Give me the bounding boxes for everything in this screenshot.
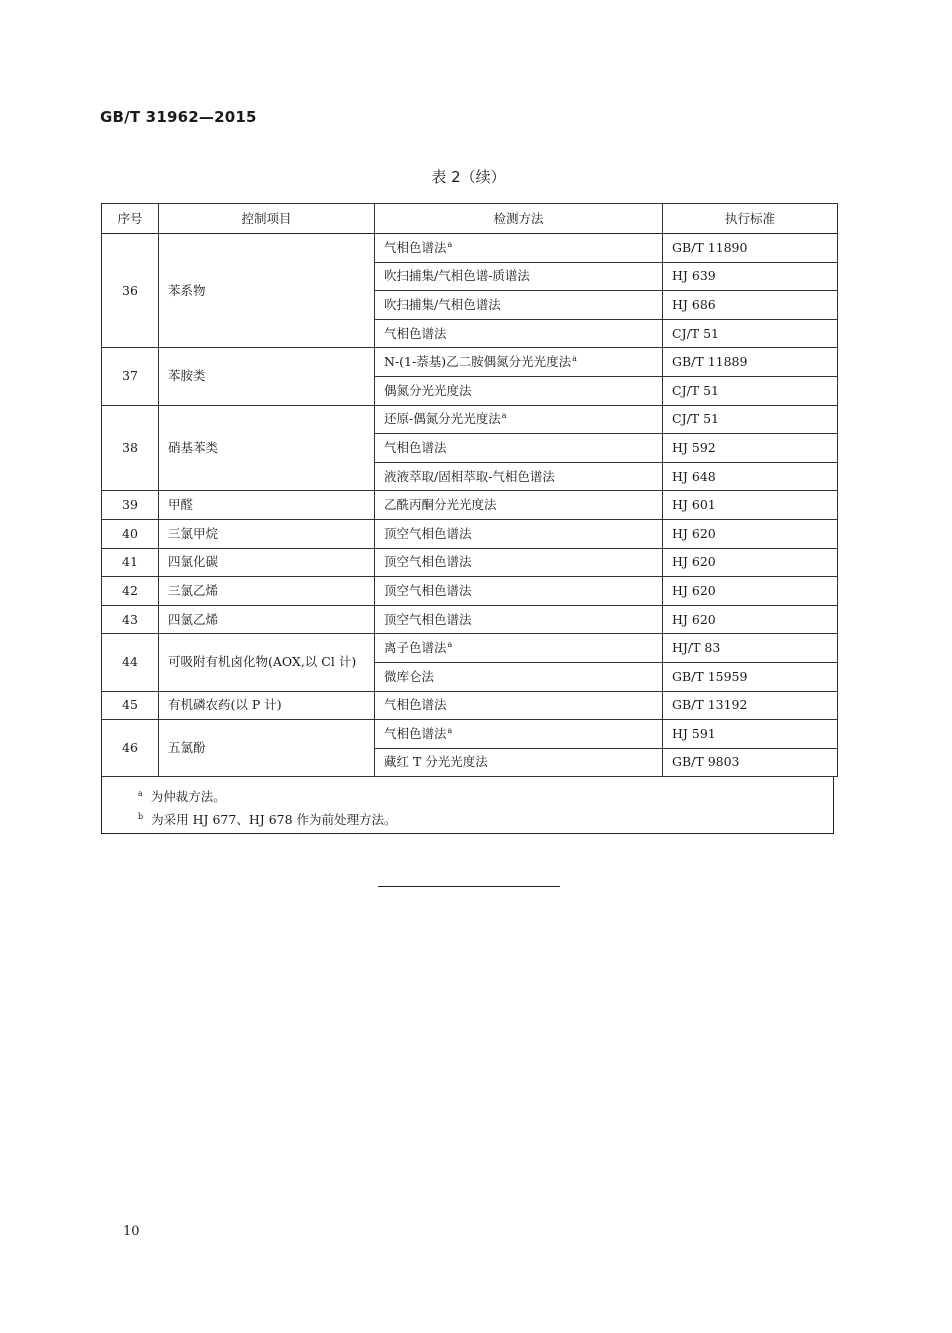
standard-cell: HJ 592 <box>663 434 838 463</box>
method-text: 气相色谱法 <box>384 697 447 713</box>
method-text: 气相色谱法 <box>384 439 447 455</box>
control-item: 四氯乙烯 <box>159 605 375 634</box>
control-item: 四氯化碳 <box>159 548 375 577</box>
method-text: 离子色谱法 <box>384 640 447 656</box>
table-row <box>102 634 838 663</box>
footnote-mark: a <box>572 354 577 364</box>
table-title: 表 2（续） <box>431 168 506 186</box>
method-cell <box>375 405 663 434</box>
method-text: 顶空气相色谱法 <box>384 582 472 598</box>
standard-cell: HJ 601 <box>663 491 838 520</box>
table-row <box>102 605 838 634</box>
method-cell <box>375 376 663 405</box>
footnote-mark: a <box>447 639 453 649</box>
method-cell <box>375 491 663 520</box>
standard-cell: HJ 686 <box>663 291 838 320</box>
footnote <box>138 785 833 808</box>
standard-cell: CJ/T 51 <box>663 376 838 405</box>
row-number: 37 <box>102 348 159 405</box>
standard-cell: HJ 639 <box>663 262 838 291</box>
method-cell <box>375 234 663 263</box>
control-item: 硝基苯类 <box>159 405 375 491</box>
row-number: 40 <box>102 519 159 548</box>
footnote-mark: a <box>447 725 453 735</box>
standard-cell: CJ/T 51 <box>663 405 838 434</box>
standard-cell: GB/T 15959 <box>663 662 838 691</box>
method-text: 乙酰丙酮分光光度法 <box>384 497 497 513</box>
table-row <box>102 548 838 577</box>
standard-code: GB/T 31962—2015 <box>100 108 257 126</box>
control-item: 有机磷农药(以 P 计) <box>159 691 375 720</box>
table-row <box>102 348 838 377</box>
row-number: 45 <box>102 691 159 720</box>
table-row <box>102 691 838 720</box>
row-number: 36 <box>102 234 159 348</box>
method-text: 气相色谱法 <box>384 325 447 341</box>
standard-cell: HJ 648 <box>663 462 838 491</box>
method-cell <box>375 291 663 320</box>
method-text: 液液萃取/固相萃取-气相色谱法 <box>384 468 555 484</box>
standard-cell: HJ/T 83 <box>663 634 838 663</box>
method-text: 顶空气相色谱法 <box>384 611 472 627</box>
table-notes <box>101 777 834 834</box>
method-cell <box>375 662 663 691</box>
row-number: 39 <box>102 491 159 520</box>
method-cell <box>375 605 663 634</box>
method-cell <box>375 748 663 777</box>
standard-cell: GB/T 11890 <box>663 234 838 263</box>
row-number: 46 <box>102 720 159 777</box>
table-row <box>102 234 838 263</box>
standard-cell: GB/T 9803 <box>663 748 838 777</box>
method-text: 吹扫捕集/气相色谱法 <box>384 296 501 312</box>
standard-cell: HJ 620 <box>663 519 838 548</box>
methods-table <box>101 203 838 777</box>
end-rule <box>378 886 560 887</box>
method-text: 气相色谱法 <box>384 725 447 741</box>
row-number: 42 <box>102 577 159 606</box>
standard-cell: HJ 620 <box>663 577 838 606</box>
control-item: 三氯甲烷 <box>159 519 375 548</box>
method-text: 还原-偶氮分光光度法 <box>384 411 501 427</box>
standard-cell: GB/T 11889 <box>663 348 838 377</box>
method-text: 微库仑法 <box>384 668 435 684</box>
method-text: 顶空气相色谱法 <box>384 525 472 541</box>
method-text: 藏红 T 分光光度法 <box>384 754 488 770</box>
standard-cell: GB/T 13192 <box>663 691 838 720</box>
method-cell <box>375 434 663 463</box>
method-cell <box>375 519 663 548</box>
method-cell <box>375 548 663 577</box>
standard-cell: HJ 620 <box>663 548 838 577</box>
control-item: 五氯酚 <box>159 720 375 777</box>
control-item: 三氯乙烯 <box>159 577 375 606</box>
row-number: 41 <box>102 548 159 577</box>
method-cell <box>375 319 663 348</box>
standard-cell: CJ/T 51 <box>663 319 838 348</box>
standard-cell: HJ 620 <box>663 605 838 634</box>
method-text: 偶氮分光光度法 <box>384 382 472 398</box>
table-row <box>102 519 838 548</box>
table-header-row <box>102 204 838 234</box>
footnote-mark: a <box>138 789 143 799</box>
column-header: 检测方法 <box>375 204 663 234</box>
control-item: 可吸附有机卤化物(AOX,以 Cl 计) <box>159 634 375 691</box>
control-item: 甲醛 <box>159 491 375 520</box>
method-text: N-(1-萘基)乙二胺偶氮分光光度法 <box>384 354 572 370</box>
control-item: 苯胺类 <box>159 348 375 405</box>
table-row <box>102 491 838 520</box>
method-cell <box>375 691 663 720</box>
column-header: 执行标准 <box>663 204 838 234</box>
method-cell <box>375 634 663 663</box>
method-text: 吹扫捕集/气相色谱-质谱法 <box>384 268 530 284</box>
table-row <box>102 720 838 749</box>
footnote-mark: a <box>501 411 507 421</box>
method-cell <box>375 348 663 377</box>
row-number: 43 <box>102 605 159 634</box>
method-text: 气相色谱法 <box>384 239 447 255</box>
column-header: 控制项目 <box>159 204 375 234</box>
row-number: 44 <box>102 634 159 691</box>
table-body <box>102 234 838 777</box>
page-number: 10 <box>123 1224 140 1239</box>
table-row <box>102 405 838 434</box>
table-container <box>101 203 837 834</box>
row-number: 38 <box>102 405 159 491</box>
footnote-text: 为采用 HJ 677、HJ 678 作为前处理方法。 <box>151 812 397 828</box>
method-cell <box>375 577 663 606</box>
footnote <box>138 808 833 831</box>
table-row <box>102 577 838 606</box>
column-header: 序号 <box>102 204 159 234</box>
method-cell <box>375 262 663 291</box>
footnote-mark: a <box>447 239 453 249</box>
footnote-mark: b <box>138 812 144 822</box>
control-item: 苯系物 <box>159 234 375 348</box>
method-cell <box>375 720 663 749</box>
standard-cell: HJ 591 <box>663 720 838 749</box>
method-cell <box>375 462 663 491</box>
method-text: 顶空气相色谱法 <box>384 554 472 570</box>
footnote-text: 为仲裁方法。 <box>150 789 226 805</box>
